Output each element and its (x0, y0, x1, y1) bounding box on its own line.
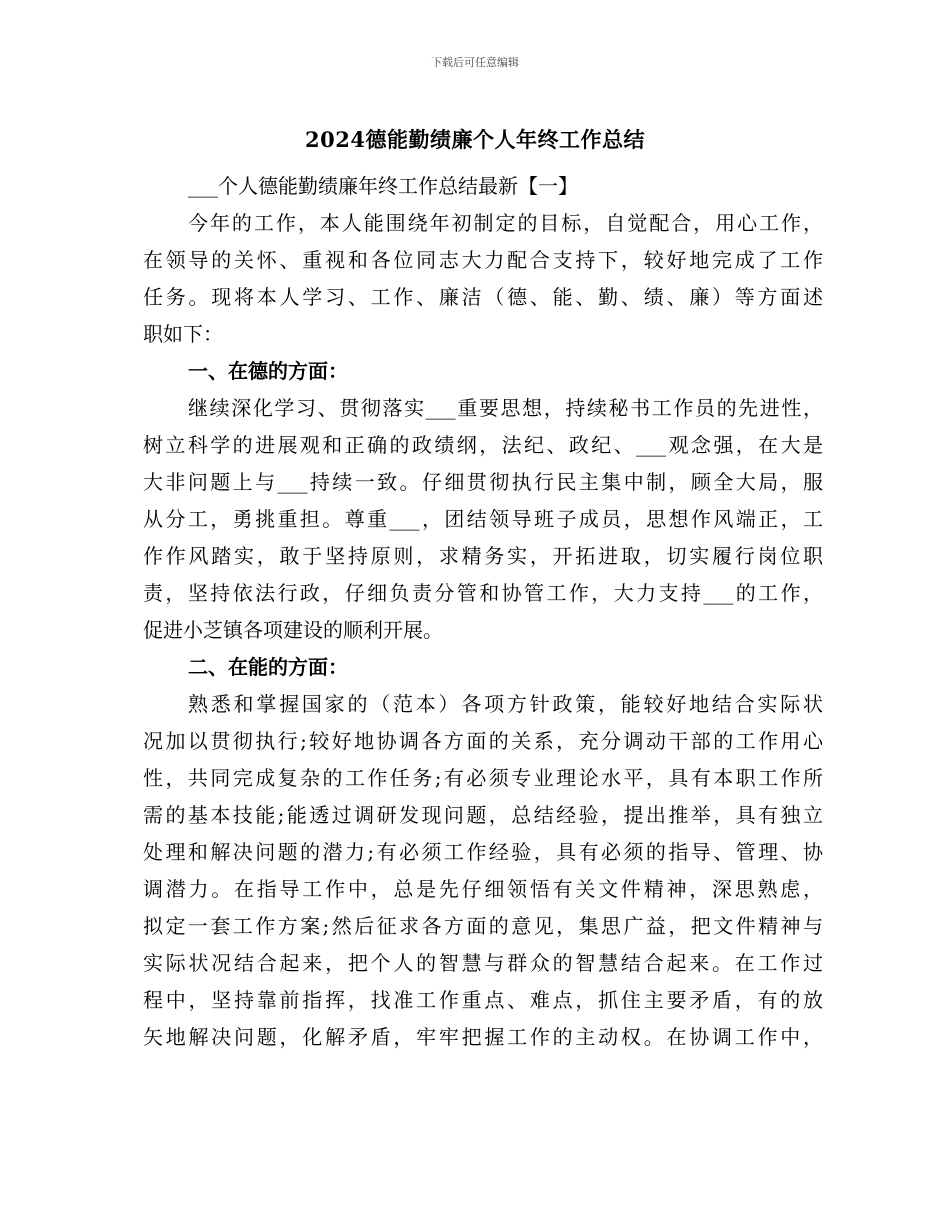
paragraph-line: 今年的工作，本人能围绕年初制定的目标，自觉配合，用心工作， (188, 211, 823, 235)
paragraph-line: 继续深化学习、贯彻落实___重要思想，持续秘书工作员的先进性， (188, 396, 823, 420)
paragraph-line: 况加以贯彻执行;较好地协调各方面的关系，充分调动干部的工作用心 (143, 729, 823, 753)
paragraph-line: 大非问题上与___持续一致。仔细贯彻执行民主集中制，顾全大局，服 (143, 470, 823, 494)
paragraph-line: 任务。现将本人学习、工作、廉洁（德、能、勤、绩、廉）等方面述 (143, 285, 823, 309)
section-heading: 二、在能的方面： (188, 655, 348, 679)
paragraph-line: 作作风踏实，敢于坚持原则，求精务实，开拓进取，切实履行岗位职 (143, 544, 823, 568)
paragraph-line: 需的基本技能;能透过调研发现问题，总结经验，提出推举，具有独立 (143, 803, 823, 827)
paragraph-line: 处理和解决问题的潜力;有必须工作经验，具有必须的指导、管理、协 (143, 840, 823, 864)
paragraph-line: 在领导的关怀、重视和各位同志大力配合支持下，较好地完成了工作 (143, 248, 823, 272)
paragraph-line: 职如下： (143, 322, 223, 346)
paragraph-line: 性，共同完成复杂的工作任务;有必须专业理论水平，具有本职工作所 (143, 766, 823, 790)
paragraph-line: 程中，坚持靠前指挥，找准工作重点、难点，抓住主要矛盾，有的放 (143, 988, 823, 1012)
paragraph-line: 熟悉和掌握国家的（范本）各项方针政策，能较好地结合实际状 (188, 692, 823, 716)
paragraph-line: 拟定一套工作方案;然后征求各方面的意见，集思广益，把文件精神与 (143, 914, 823, 938)
paragraph-line: 促进小芝镇各项建设的顺利开展。 (143, 618, 443, 642)
paragraph-line: 责，坚持依法行政，仔细负责分管和协管工作，大力支持___的工作， (143, 581, 823, 605)
paragraph-line: 实际状况结合起来，把个人的智慧与群众的智慧结合起来。在工作过 (143, 951, 823, 975)
paragraph-line: 从分工，勇挑重担。尊重___，团结领导班子成员，思想作风端正，工 (143, 507, 823, 531)
paragraph-line: ___个人德能勤绩廉年终工作总结最新【一】 (188, 174, 578, 198)
paragraph-line: 树立科学的进展观和正确的政绩纲，法纪、政纪、___观念强，在大是 (143, 433, 823, 457)
document-title: 2024德能勤绩廉个人年终工作总结 (305, 127, 645, 152)
document-body (143, 168, 823, 1056)
header-note: 下载后可任意编辑 (431, 56, 519, 69)
paragraph-line: 矢地解决问题，化解矛盾，牢牢把握工作的主动权。在协调工作中， (143, 1025, 823, 1049)
section-heading: 一、在德的方面： (188, 359, 348, 383)
paragraph-line: 调潜力。在指导工作中，总是先仔细领悟有关文件精神，深思熟虑， (143, 877, 823, 901)
